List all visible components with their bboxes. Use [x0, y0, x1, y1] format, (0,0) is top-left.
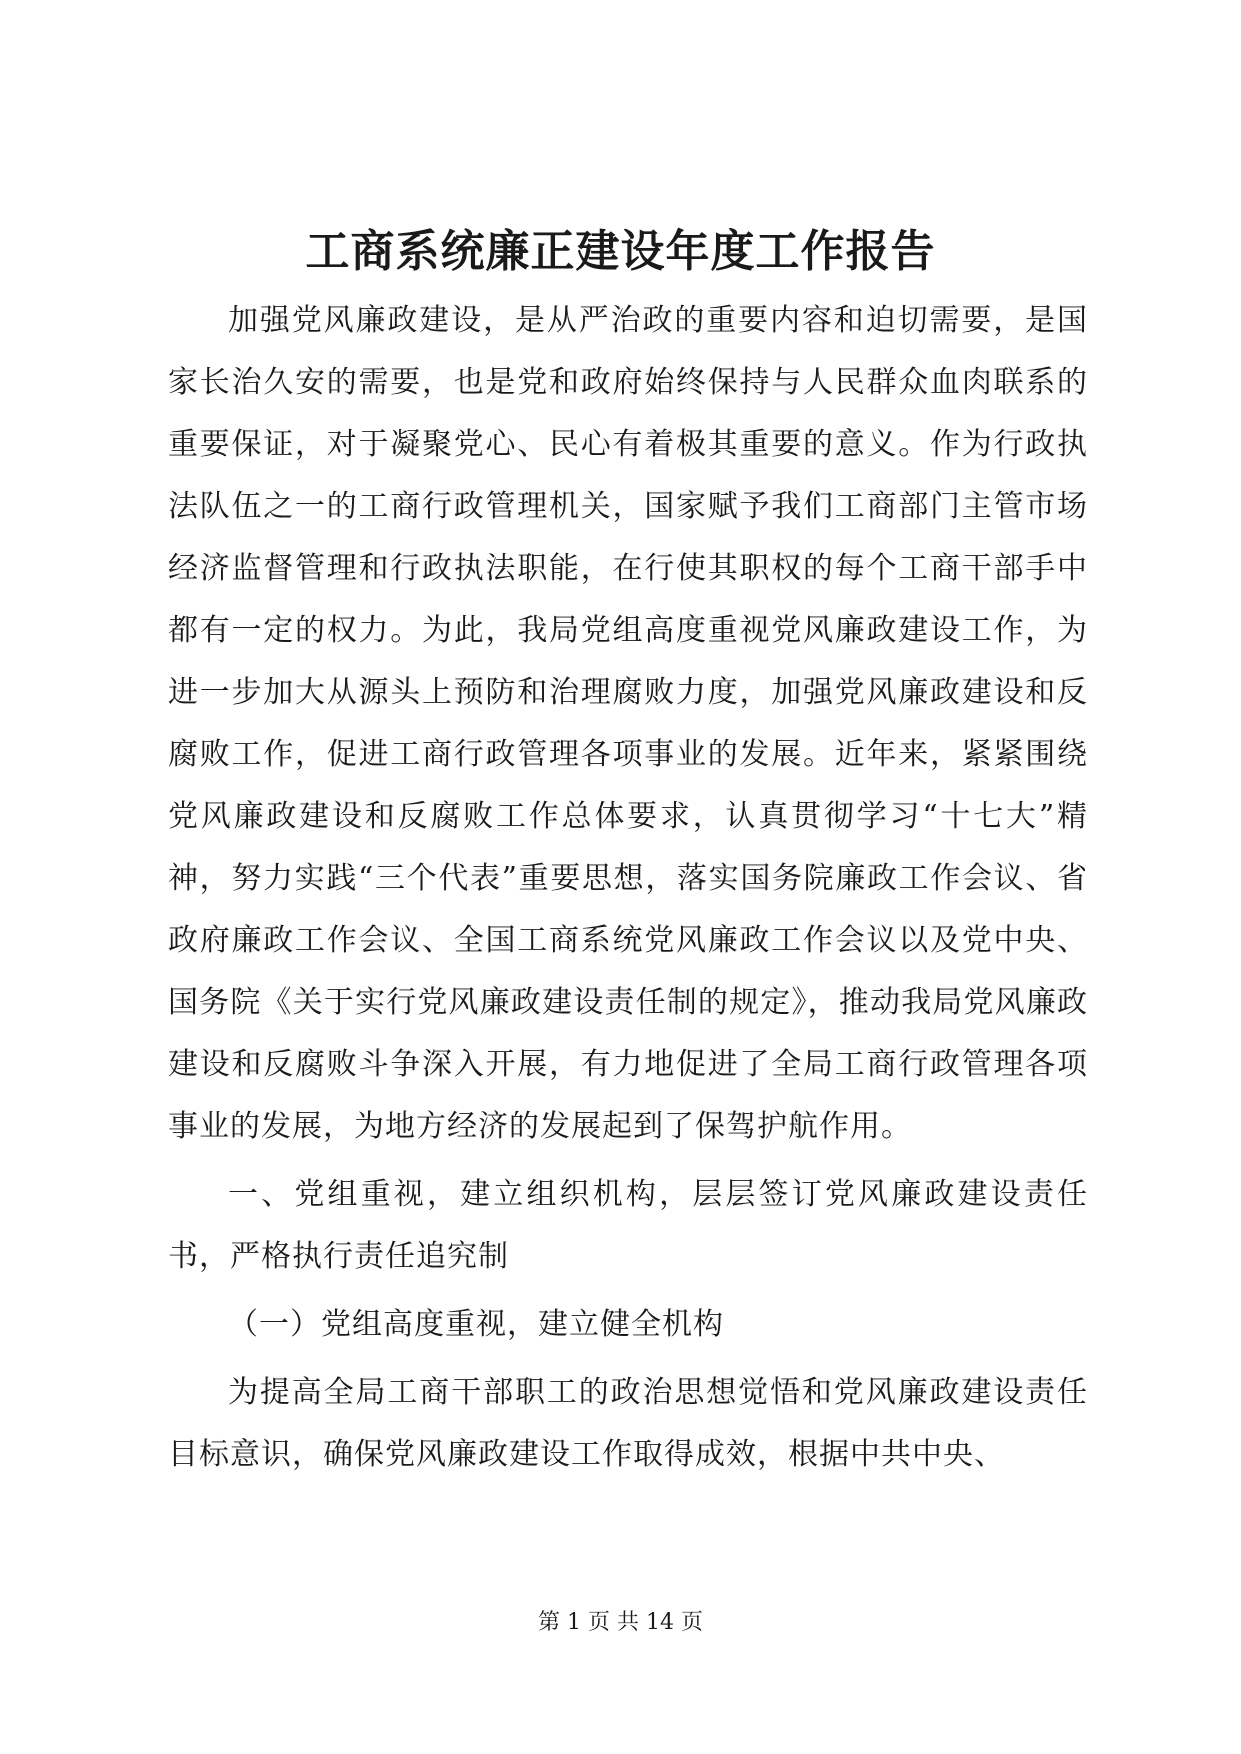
page-number: 第 1 页 共 14 页 [538, 1610, 703, 1635]
paragraph-section-1: 为提高全局工商干部职工的政治思想觉悟和党风廉政建设责任目标意识，确保党风廉政建设工作取得成效，根据中共中央、 [168, 1375, 1088, 1472]
paragraph-intro: 加强党风廉政建设，是从严治政的重要内容和迫切需要，是国家长治久安的需要，也是党和政府始终保持与人民群众血肉联系的重要保证，对于凝聚党心、民心有着极其重要的意义。作为行政执法队伍之一的工商行政管理机关，国家赋予我们工商部门主管市场经济监督管理和行政执法职能，在行使其职权的每个工商干部手中都有一定的权力。为此，我局党组高度重视党风廉政建设工作，为进一步加大从源头上预防和治理腐败力度，加强党风廉政建设和反腐败工作，促进工商行政管理各项事业的发展。近年来，紧紧围绕党风廉政建设和反腐败工作总体要求，认真贯彻学习“十七大”精神，努力实践“三个代表”重要思想，落实国务院廉政工作会议、省政府廉政工作会议、全国工商系统党风廉政工作会议以及党中央、国务院《关于实行党风廉政建设责任制的规定》，推动我局党风廉政建设和反腐败斗争深入开展，有力地促进了全局工商行政管理各项事业的发展，为地方经济的发展起到了保驾护航作用。 [168, 303, 1088, 1144]
section-heading-1: 一、党组重视，建立组织机构，层层签订党风廉政建设责任书，严格执行责任追究制 [168, 1177, 1088, 1274]
subsection-heading-1: （一）党组高度重视，建立健全机构 [228, 1307, 724, 1342]
document-body [168, 290, 1088, 1486]
document-title: 工商系统廉正建设年度工作报告 [305, 226, 936, 277]
